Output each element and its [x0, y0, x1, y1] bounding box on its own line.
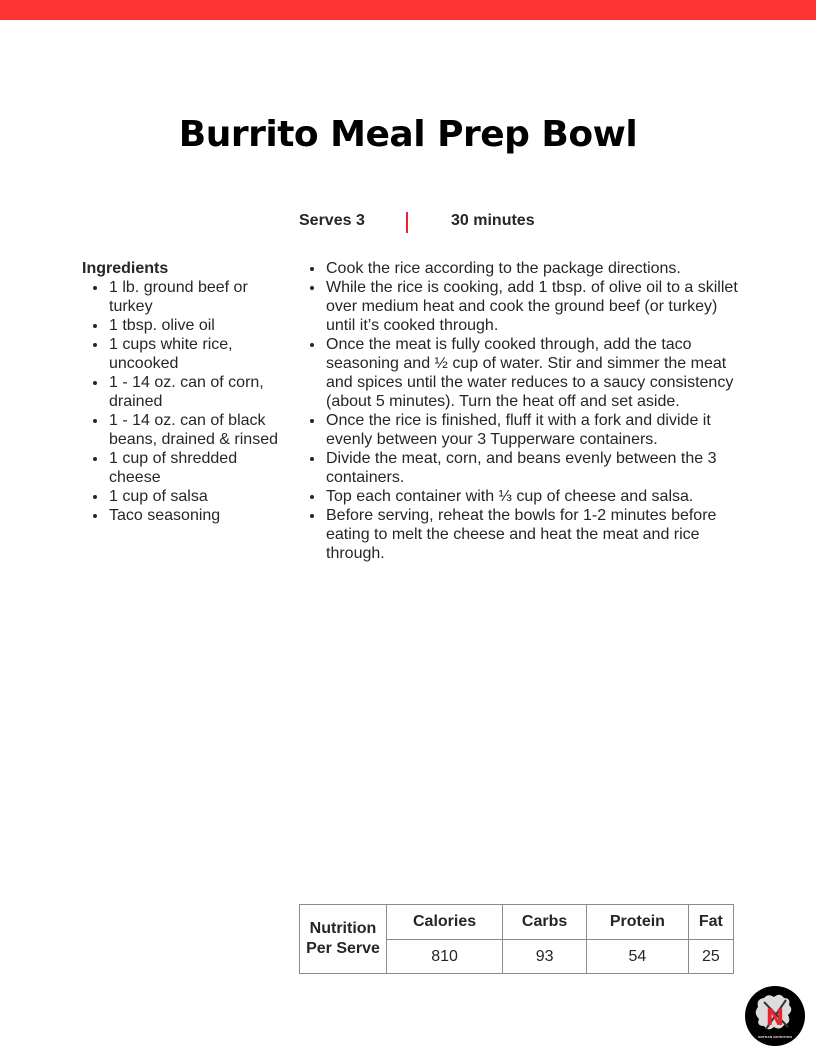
ingredient-item: 1 cups white rice, uncooked — [82, 335, 292, 373]
instruction-step: Once the rice is finished, fluff it with a fork and divide it evenly between your 3 Tupperware containers. — [299, 411, 739, 449]
recipe-title: Burrito Meal Prep Bowl — [178, 114, 638, 155]
instructions-section — [299, 259, 739, 563]
ingredient-item: 1 cup of shredded cheese — [82, 449, 292, 487]
servings-info: Serves 3 — [299, 212, 365, 229]
instruction-step: While the rice is cooking, add 1 tbsp. of olive oil to a skillet over medium heat and cook the ground beef (or turkey) until it’s cooked through. — [299, 278, 739, 335]
instructions-list — [299, 259, 739, 563]
nutrition-value-carbs: 93 — [503, 940, 587, 974]
ingredients-list — [82, 278, 292, 525]
ingredients-section — [82, 259, 292, 525]
svg-text:N: N — [765, 1006, 785, 1031]
nutrition-header-calories: Calories — [387, 905, 503, 940]
instruction-step: Cook the rice according to the package directions. — [299, 259, 739, 278]
nutrition-value-fat: 25 — [688, 940, 733, 974]
cook-time-info: 30 minutes — [451, 212, 535, 229]
nutrition-header-carbs: Carbs — [503, 905, 587, 940]
nutrition-table — [299, 904, 734, 974]
ingredient-item: 1 cup of salsa — [82, 487, 292, 506]
ingredient-item: 1 tbsp. olive oil — [82, 316, 292, 335]
ingredients-heading: Ingredients — [82, 260, 169, 277]
nutrition-label-line2: Per Serve — [306, 940, 380, 957]
meta-divider — [406, 212, 408, 233]
nutrition-header-protein: Protein — [587, 905, 689, 940]
ingredient-item: 1 lb. ground beef or turkey — [82, 278, 292, 316]
nutrition-label-line1: Nutrition — [309, 920, 377, 937]
brand-logo — [744, 985, 806, 1047]
nutrition-header-fat: Fat — [688, 905, 733, 940]
svg-text:NATHAN NUTRITION: NATHAN NUTRITION — [758, 1035, 792, 1039]
ingredient-item: Taco seasoning — [82, 506, 292, 525]
brand-logo-icon — [744, 985, 806, 1047]
instruction-step: Top each container with ⅓ cup of cheese and salsa. — [299, 487, 739, 506]
ingredient-item: 1 - 14 oz. can of black beans, drained & rinsed — [82, 411, 292, 449]
nutrition-value-calories: 810 — [387, 940, 503, 974]
nutrition-label — [300, 905, 387, 974]
instruction-step: Before serving, reheat the bowls for 1-2 minutes before eating to melt the cheese and heat the meat and rice through. — [299, 506, 739, 563]
nutrition-value-protein: 54 — [587, 940, 689, 974]
top-accent-bar — [0, 0, 816, 20]
instruction-step: Divide the meat, corn, and beans evenly between the 3 containers. — [299, 449, 739, 487]
instruction-step: Once the meat is fully cooked through, add the taco seasoning and ½ cup of water. Stir and simmer the meat and spices until the water reduces to a saucy consistency (about 5 minutes). Turn the heat off and set aside. — [299, 335, 739, 411]
ingredient-item: 1 - 14 oz. can of corn, drained — [82, 373, 292, 411]
